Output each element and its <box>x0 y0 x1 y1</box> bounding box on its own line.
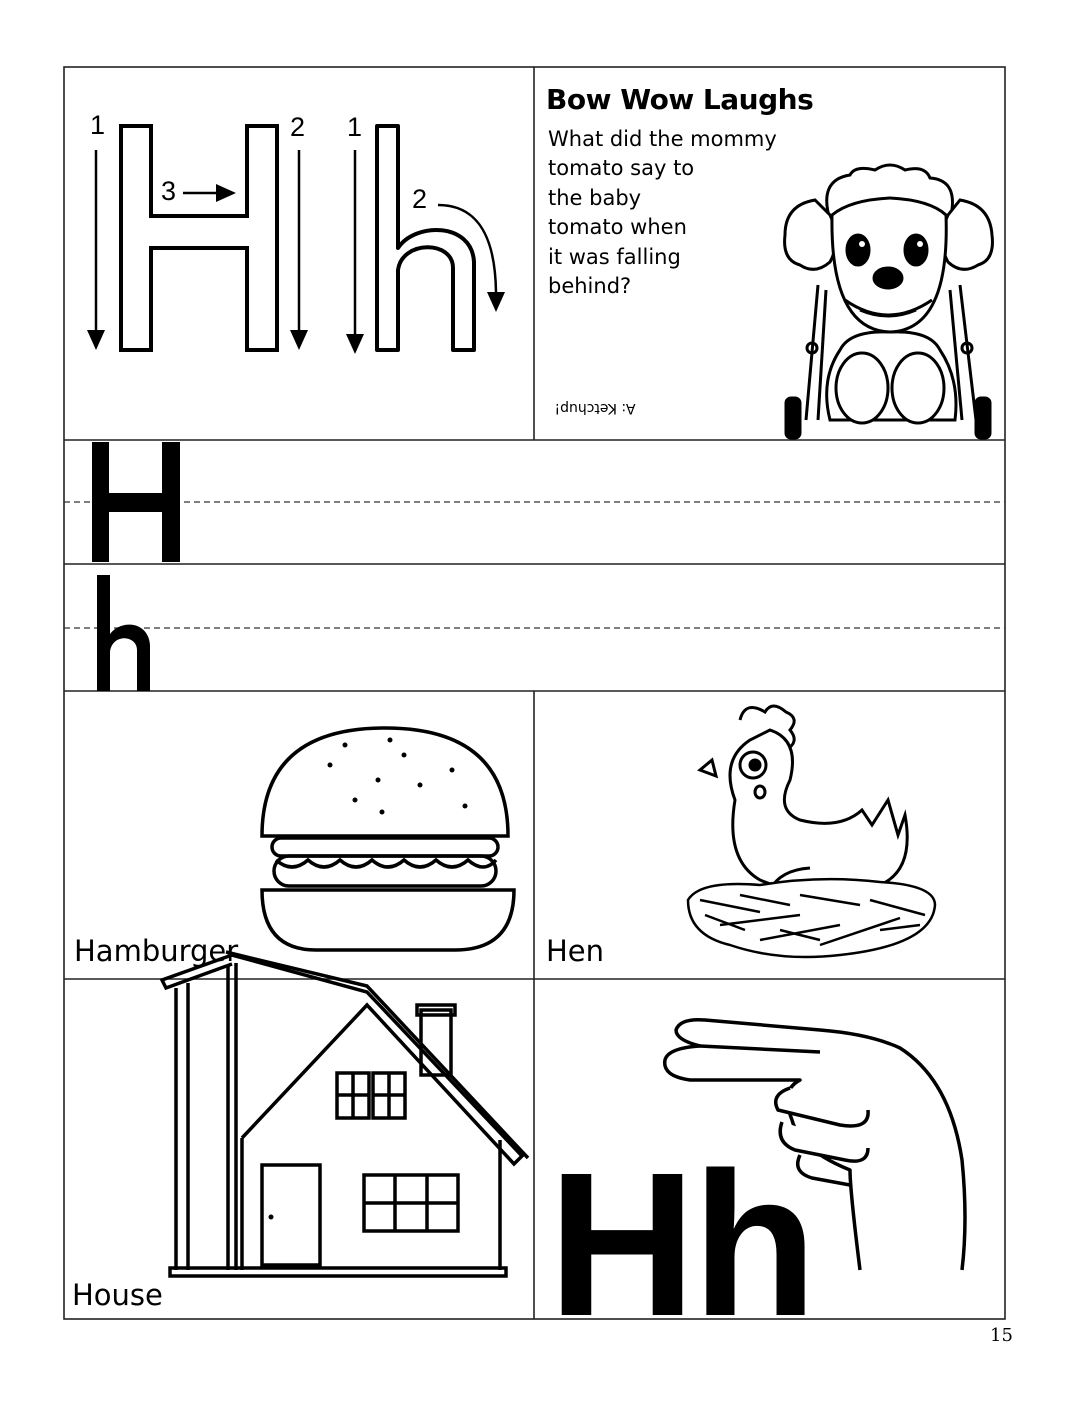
joke-question-line: behind? <box>548 274 632 298</box>
house-label: House <box>72 1278 163 1312</box>
joke-title: Bow Wow Laughs <box>546 83 814 116</box>
house-illustration <box>162 952 528 1276</box>
joke-answer-upside-down: A: Ketchup! <box>554 400 636 416</box>
h-stroke-number-1: 1 <box>90 110 106 140</box>
hen-illustration <box>700 706 907 894</box>
outlined-lowercase-h <box>377 126 474 350</box>
practice-uppercase-h-shape <box>92 442 180 562</box>
outlined-uppercase-h <box>121 126 277 350</box>
hamburger-label: Hamburger <box>74 934 239 968</box>
h-stroke-number-3: 3 <box>161 176 177 206</box>
joke-question-line: the baby <box>548 186 642 210</box>
dog-wheelchair-illustration <box>785 165 993 438</box>
joke-question-line: tomato when <box>548 215 687 239</box>
sign-letters-hh: Hh <box>548 1130 814 1359</box>
joke-question-line: tomato say to <box>548 156 695 180</box>
hen-label: Hen <box>546 934 605 968</box>
lowercase-h-stroke-number-1: 1 <box>347 112 363 142</box>
lowercase-h-stroke-arrows <box>346 150 505 354</box>
hamburger-illustration <box>262 728 514 950</box>
h-stroke-number-2: 2 <box>290 112 306 142</box>
lowercase-h-stroke-number-2: 2 <box>412 184 428 214</box>
practice-lowercase-h-shape <box>97 575 150 691</box>
joke-question-line: What did the mommy <box>548 127 777 151</box>
nest-illustration <box>688 879 935 957</box>
joke-question-line: it was falling <box>548 245 681 269</box>
page-number: 15 <box>990 1325 1013 1346</box>
